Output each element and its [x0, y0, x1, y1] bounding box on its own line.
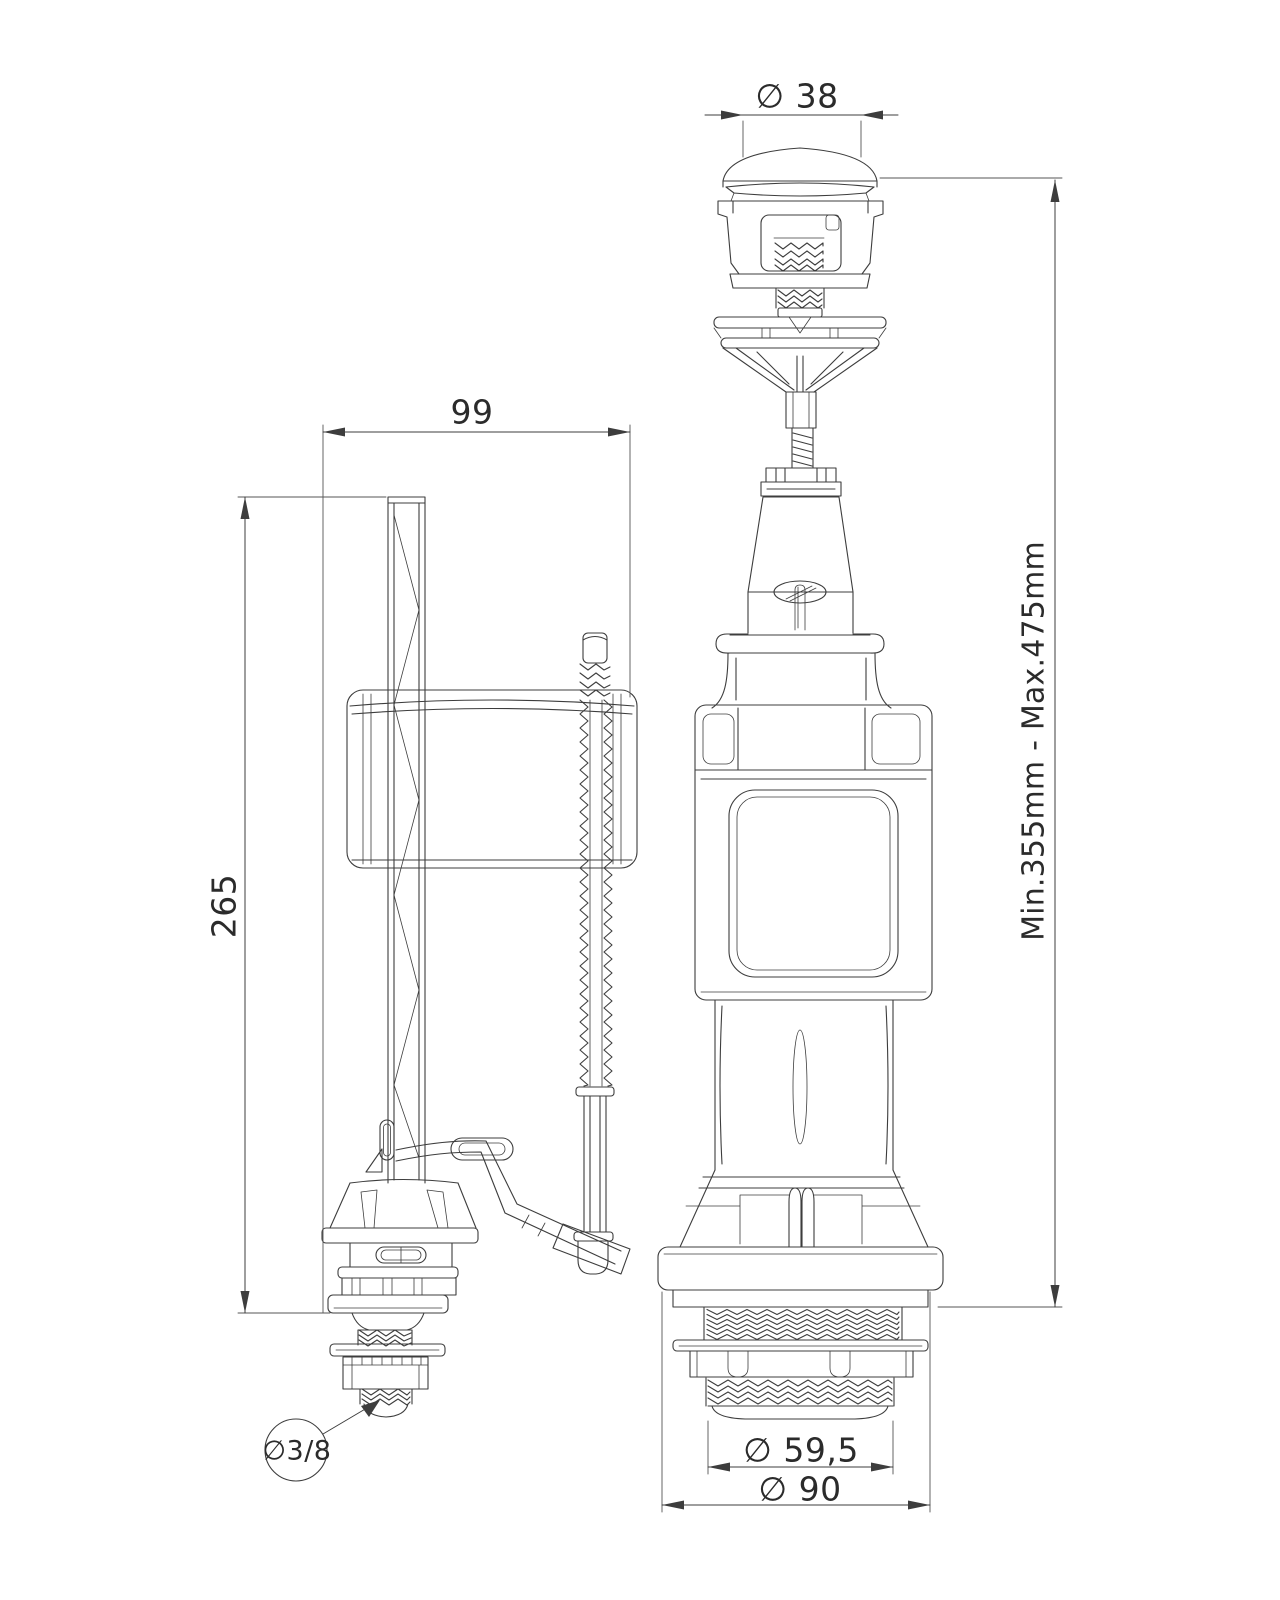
plunger-screw — [761, 392, 841, 496]
valve-cone — [748, 497, 853, 633]
cable-spider — [714, 317, 886, 392]
fill-valve-width-label: 99 — [450, 392, 494, 432]
flush-button — [718, 148, 883, 288]
valve-base — [658, 1170, 943, 1419]
fill-valve-riser-tube — [388, 497, 425, 1183]
fill-valve-base — [322, 1180, 478, 1418]
button-diameter-label: ∅ 38 — [755, 76, 839, 116]
fill-valve-view — [322, 497, 637, 1417]
button-stem — [776, 288, 824, 317]
outlet-thread-diameter-label: ∅ 59,5 — [743, 1430, 859, 1470]
valve-body — [695, 705, 932, 1000]
dimension-annotations — [238, 111, 1062, 1513]
inlet-thread-label: ∅3/8 — [262, 1435, 332, 1467]
valve-tube — [715, 1000, 893, 1170]
float-cup — [347, 690, 637, 868]
valve-neck — [712, 634, 891, 708]
thread-textures — [359, 243, 899, 1405]
base-diameter-label: ∅ 90 — [758, 1469, 842, 1509]
fill-valve-height-label: 265 — [204, 873, 244, 939]
installed-height-range-label: Min.355mm - Max.475mm — [1016, 541, 1052, 941]
flush-valve-view — [658, 148, 943, 1419]
float-adjuster-rod — [574, 633, 614, 1274]
